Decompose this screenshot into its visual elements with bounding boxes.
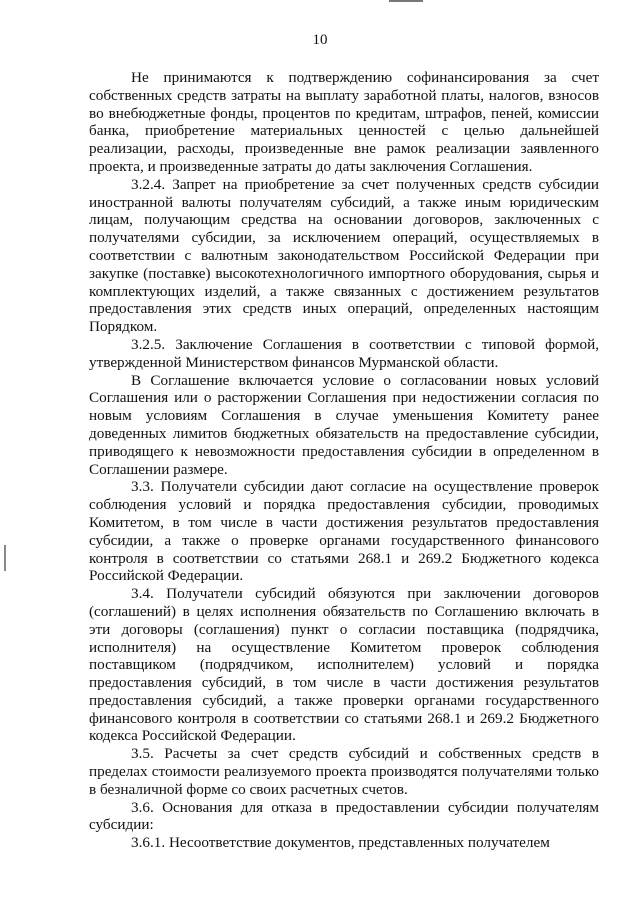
paragraph-3-4: 3.4. Получатели субсидий обязуются при заключении договоров (соглашений) в целях исполнения обязательств по Соглашению включать в эти договоры (соглашения) пункт о согласии поставщика (подрядчика, исполнителя) на осуществление Комитетом проверок соблюдения поставщиком (подрядчиком, исполнителем) условий и порядка предоставления субсидий, в том числе в части достижения результатов предоставления субсидий, а также проверки органами государственного финансового контроля в соответствии со статьями 268.1 и 269.2 Бюджетного кодекса Российской Федерации. [89,585,599,745]
scan-mark-top [389,0,423,2]
paragraph-agreement-conditions: В Соглашение включается условие о согласовании новых условий Соглашения или о расторжении Соглашения при недостижении согласия по новым условиям Соглашения в случае уменьшения Комитету ранее доведенных лимитов бюджетных обязательств на предоставление субсидии, приводящего к невозможности предоставления субсидии в определенном в Соглашении размере. [89,371,599,478]
paragraph-3-6-1: 3.6.1. Несоответствие документов, представленных получателем [131,834,550,852]
paragraph-3-6: 3.6. Основания для отказа в предоставлении субсидии получателям субсидии: [89,798,599,834]
scan-mark-left [4,545,6,571]
paragraph-3-3: 3.3. Получатели субсидии дают согласие на осуществление проверок соблюдения условий и порядка предоставления субсидии, проводимых Комитетом, в том числе в части достижения результатов предоставления субсидии, а также о проверке органами государственного финансового контроля в соответствии со статьями 268.1 и 269.2 Бюджетного кодекса Российской Федерации. [89,478,599,585]
page-number: 10 [312,32,328,48]
paragraph-cofinancing-exclusions: Не принимаются к подтверждению софинансирования за счет собственных средств затраты на выплату заработной платы, налогов, взносов во внебюджетные фонды, процентов по кредитам, штрафов, пеней, комиссии банка, приобретение материальных ценностей с целью дальнейшей реализации, расходы, произведенные вне рамок реализации заявленного проекта, и произведенные затраты до даты заключения Соглашения. [89,69,599,175]
document-body [89,69,599,852]
paragraph-3-2-4: 3.2.4. Запрет на приобретение за счет полученных средств субсидии иностранной валюты получателям субсидий, а также иным юридическим лицам, получающим средства на основании договоров, заключенных с получателями субсидии, за исключением операций, осуществляемых в соответствии с валютным законодательством Российской Федерации при закупке (поставке) высокотехнологичного импортного оборудования, сырья и комплектующих изделий, а также связанных с достижением результатов предоставления этих средств иных операций, определенных настоящим Порядком. [89,175,599,336]
paragraph-3-2-5: 3.2.5. Заключение Соглашения в соответствии с типовой формой, утвержденной Министерством финансов Мурманской области. [89,335,599,371]
paragraph-3-5: 3.5. Расчеты за счет средств субсидий и собственных средств в пределах стоимости реализуемого проекта производятся получателями только в безналичной форме со своих расчетных счетов. [89,745,599,798]
